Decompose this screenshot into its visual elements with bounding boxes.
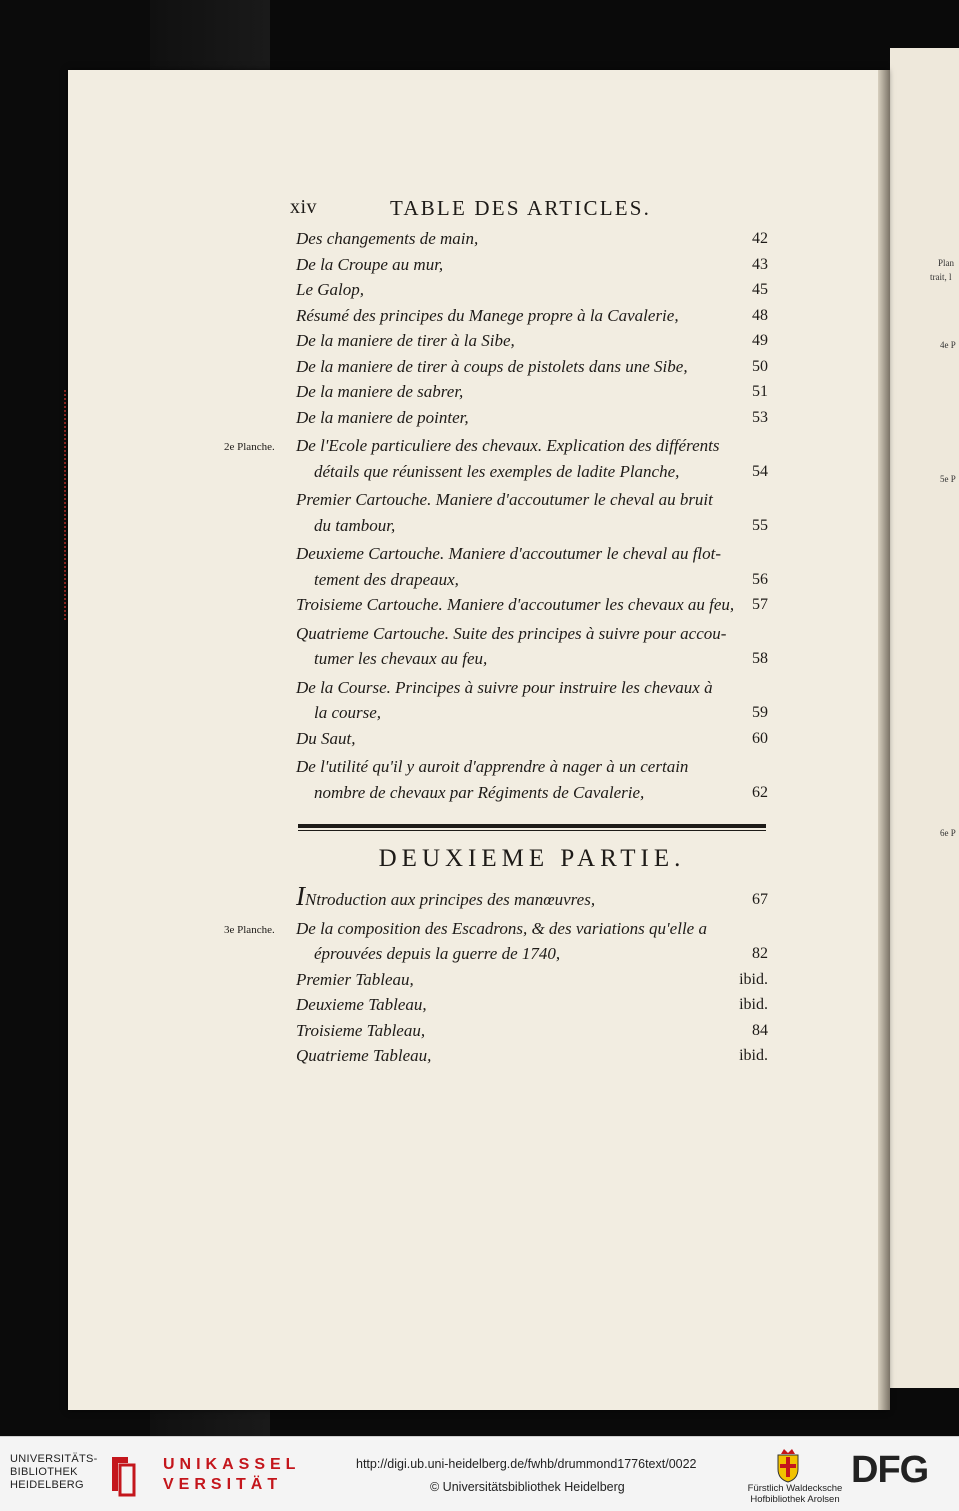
toc-entry-text: tumer les chevaux au feu, [314,649,488,668]
toc-entry-text: éprouvées depuis la guerre de 1740, [314,944,561,963]
toc-entry-text: Des changements de main, [296,229,479,248]
toc-entry-text: tement des drapeaux, [314,569,459,589]
toc-entry[interactable] [296,303,768,329]
toc-page-number: 55 [752,516,768,534]
toc-entry[interactable] [296,967,768,993]
toc-page-number: 82 [752,945,768,962]
toc-page-number: 60 [752,729,768,747]
toc-entry-text: la course, [314,703,382,722]
margin-marks [64,390,70,620]
toc-page-number: 49 [752,332,768,349]
heidelberg-library-label[interactable]: UNIVERSITÄTS- BIBLIOTHEK HEIDELBERG [10,1453,98,1491]
toc-page-number: 67 [752,891,768,908]
toc-entry-text: Le Galop, [296,280,364,299]
toc-entry-text: De la maniere de tirer à coups de pistolets dans une Sibe, [296,356,688,376]
toc-entry[interactable] [296,754,768,805]
toc-entry[interactable] [296,277,768,303]
page-folio: xiv [290,196,318,218]
toc-entry[interactable] [296,328,768,354]
toc-page-number: ibid. [739,970,768,988]
toc-entry[interactable] [224,433,768,484]
permalink-url[interactable]: http://digi.ub.uni-heidelberg.de/fwhb/drummond1776text/0022 [356,1457,697,1471]
toc-entry[interactable] [296,621,768,672]
kassel-logo[interactable]: UNIKASSEL VERSITÄT [163,1456,301,1493]
toc-entry-text: Premier Cartouche. Maniere d'accoutumer le cheval au bruit [296,490,713,509]
toc-entry-text: De la maniere de pointer, [296,407,469,427]
arolsen-library-label: Fürstlich Waldecksche Hofbibliothek Arolsen [747,1483,843,1505]
toc-entry-text: Du Saut, [296,728,356,748]
toc-entry-text: Troisieme Tableau, [296,1020,426,1040]
toc-entry[interactable] [296,379,768,405]
toc-entry-text: De l'Ecole particuliere des chevaux. Explication des différents [296,436,720,455]
toc-page-number: 54 [752,462,768,480]
toc-page-number: 59 [752,704,768,721]
viewer-footer [0,1436,959,1511]
toc-page-number: 62 [752,783,768,801]
toc-entry[interactable] [296,1043,768,1069]
toc-page-number: 42 [752,230,768,247]
toc-page-number: 53 [752,408,768,426]
toc-entry-text: Deuxieme Tableau, [296,995,427,1014]
toc-entry[interactable] [296,354,768,380]
toc-entry-text: Troisieme Cartouche. Maniere d'accoutumer les chevaux au feu, [296,595,735,614]
toc-entry-text: Ntroduction aux principes des manœuvres, [305,890,596,909]
toc-entry-text: De la maniere de tirer à la Sibe, [296,331,515,350]
facing-text: 4e P [940,340,956,350]
dfg-logo[interactable]: DFG [851,1449,929,1491]
toc-entry[interactable] [296,226,768,252]
toc-page-number: 45 [752,281,768,298]
toc-entry-text: Quatrieme Tableau, [296,1046,432,1065]
drop-cap: I [296,881,305,911]
table-of-contents-part1 [224,226,768,805]
toc-entry[interactable] [296,675,768,726]
toc-entry-text: De l'utilité qu'il y auroit d'apprendre à nager à un certain [296,757,689,776]
toc-page-number: 84 [752,1021,768,1039]
table-of-contents-part2 [224,881,768,1069]
facing-text: 5e P [940,474,956,484]
toc-page-number: 48 [752,306,768,324]
toc-entry-text: Résumé des principes du Manege propre à la Cavalerie, [296,305,679,325]
toc-page-number: 58 [752,650,768,667]
toc-entry-text: détails que réunissent les exemples de ladite Planche, [314,461,680,481]
facing-page-fragment [890,48,959,1388]
toc-page-number: ibid. [739,1047,768,1064]
toc-page-number: 56 [752,570,768,588]
toc-entry[interactable] [296,541,768,592]
facing-text: Plan [938,258,955,268]
page-title: TABLE DES ARTICLES. [390,196,652,220]
toc-entry-text: De la maniere de sabrer, [296,382,464,401]
toc-entry-text: Deuxieme Cartouche. Maniere d'accoutumer le cheval au flot- [296,544,722,563]
plate-reference: 2e Planche. [224,441,275,453]
page-edge [878,70,890,1410]
toc-page-number: 43 [752,255,768,273]
copyright-notice: © Universitätsbibliothek Heidelberg [430,1480,625,1494]
toc-entry[interactable] [296,592,768,618]
toc-entry-text: De la composition des Escadrons, & des variations qu'elle a [296,918,707,938]
heidelberg-logo-icon[interactable] [108,1453,138,1497]
facing-text: 6e P [940,828,956,838]
toc-entry-text: Premier Tableau, [296,969,414,989]
toc-entry[interactable] [296,1018,768,1044]
toc-entry[interactable] [296,252,768,278]
toc-page-number: 57 [752,596,768,613]
toc-page-number: ibid. [739,996,768,1013]
toc-entry[interactable] [296,405,768,431]
toc-entry-text: Quatrieme Cartouche. Suite des principes à suivre pour accou- [296,623,727,643]
toc-entry[interactable] [296,992,768,1018]
section-rule [298,824,766,833]
toc-entry[interactable] [296,487,768,538]
part-title: DEUXIEME PARTIE. [378,845,686,872]
plate-reference: 3e Planche. [224,923,275,936]
toc-entry-text: De la Course. Principes à suivre pour instruire les chevaux à [296,677,713,697]
toc-entry[interactable] [224,916,768,967]
toc-entry-text: De la Croupe au mur, [296,254,444,274]
toc-page-number: 50 [752,357,768,375]
facing-text: trait, l [930,272,952,282]
toc-entry[interactable] [296,726,768,752]
toc-entry[interactable] [296,881,768,913]
toc-page-number: 51 [752,383,768,400]
arolsen-crest-icon [773,1447,803,1483]
toc-entry-text: nombre de chevaux par Régiments de Cavalerie, [314,782,645,802]
toc-entry-text: du tambour, [314,515,396,535]
